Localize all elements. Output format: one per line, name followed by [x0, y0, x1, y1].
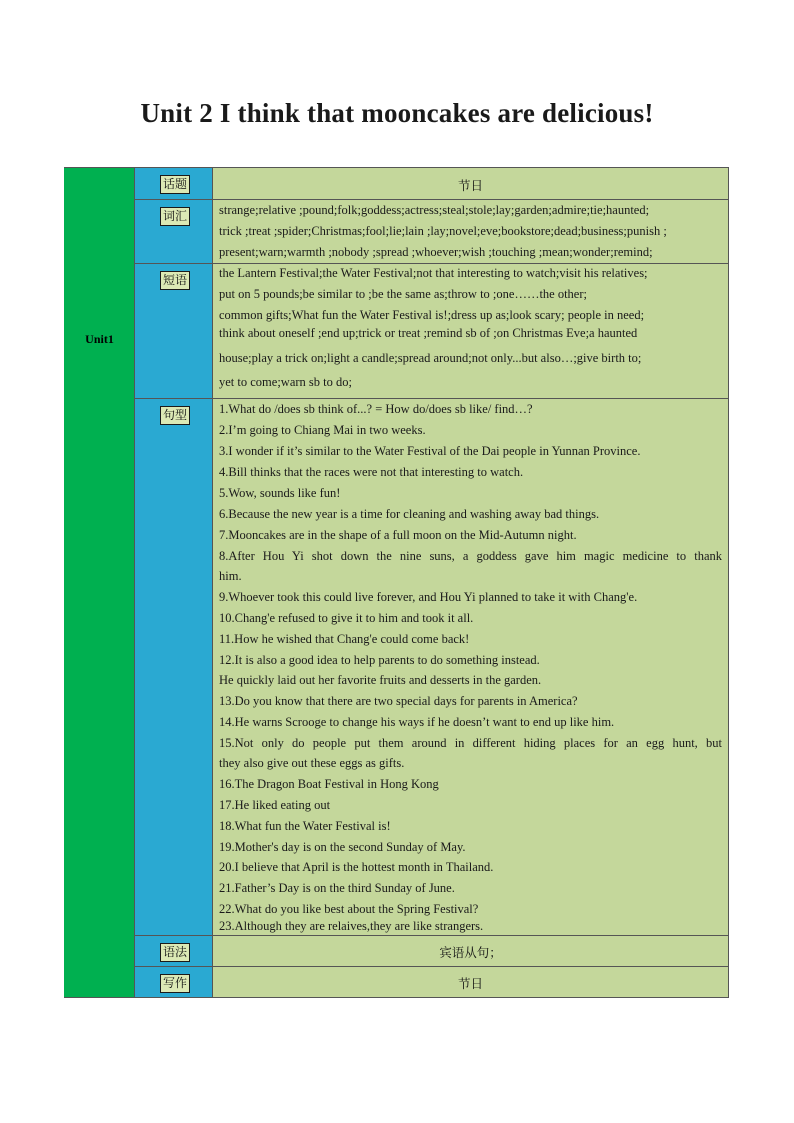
category-label-vocabulary: 词汇 — [160, 207, 190, 226]
row-writing — [135, 967, 728, 997]
category-cell — [135, 200, 213, 263]
sentence-line: him. — [219, 569, 242, 583]
content-cell — [213, 264, 728, 398]
sentence-line: 23.Although they are relaives,they are like strangers. — [219, 919, 484, 933]
row-phrases — [135, 264, 728, 399]
category-cell — [135, 967, 213, 997]
phrase-line: yet to come;warn sb to do; — [219, 375, 352, 389]
sentence-line: 18.What fun the Water Festival is! — [219, 819, 391, 833]
page-title: Unit 2 I think that mooncakes are delicious! — [140, 98, 654, 128]
category-cell — [135, 936, 213, 966]
grammar-content: 宾语从句； — [439, 945, 502, 960]
sentence-line: 12.It is also a good idea to help parents to do something instead. — [219, 653, 540, 667]
category-label-phrases: 短语 — [160, 271, 190, 290]
sentence-line: they also give out these eggs as gifts. — [219, 756, 405, 770]
sentence-line: 9.Whoever took this could live forever, and Hou Yi planned to take it with Chang'e. — [219, 590, 638, 604]
sentence-line: 5.Wow, sounds like fun! — [219, 486, 341, 500]
content-cell — [213, 168, 728, 199]
sentence-line: 15.Not only do people put them around in different hiding places for an egg hunt, but — [219, 736, 722, 750]
sentence-line: 13.Do you know that there are two special days for parents in America? — [219, 694, 578, 708]
sentence-line: 3.I wonder if it’s similar to the Water Festival of the Dai people in Yunnan Province. — [219, 444, 641, 458]
sentence-line: He quickly laid out her favorite fruits and desserts in the garden. — [219, 673, 542, 687]
vocab-line: strange;relative ;pound;folk;goddess;actress;steal;stole;lay;garden;admire;tie;haunted; — [219, 203, 650, 217]
category-label-sentence-patterns: 句型 — [160, 406, 190, 425]
sentence-line: 2.I’m going to Chiang Mai in two weeks. — [219, 423, 426, 437]
sentence-line: 21.Father’s Day is on the third Sunday of June. — [219, 881, 455, 895]
sentence-line: 6.Because the new year is a time for cleaning and washing away bad things. — [219, 507, 600, 521]
vocab-line: present;warn;warmth ;nobody ;spread ;whoever;wish ;touching ;mean;wonder;remind; — [219, 245, 653, 259]
category-cell — [135, 168, 213, 199]
summary-table — [64, 167, 729, 998]
category-label-topic: 话题 — [160, 175, 190, 194]
sentence-line: 22.What do you like best about the Spring Festival? — [219, 902, 479, 916]
sentence-line: 10.Chang'e refused to give it to him and took it all. — [219, 611, 474, 625]
sentence-line: 14.He warns Scrooge to change his ways if he doesn’t want to end up like him. — [219, 715, 615, 729]
row-sentence-patterns — [135, 399, 728, 936]
sentence-line: 17.He liked eating out — [219, 798, 331, 812]
row-topic — [135, 168, 728, 200]
content-cell — [213, 200, 728, 263]
content-cell — [213, 967, 728, 997]
sentence-line: 1.What do /does sb think of...? = How do/does sb like/ find…? — [219, 402, 533, 416]
sentence-line: 11.How he wished that Chang'e could come back! — [219, 632, 470, 646]
phrase-line: common gifts;What fun the Water Festival is!;dress up as;look scary; people in need; — [219, 308, 645, 322]
unit-column — [64, 168, 135, 997]
sentence-line: 19.Mother's day is on the second Sunday of May. — [219, 840, 466, 854]
sentence-line: 4.Bill thinks that the races were not that interesting to watch. — [219, 465, 524, 479]
phrase-line: house;play a trick on;light a candle;spread around;not only...but also…;give birth to; — [219, 351, 642, 365]
phrase-line: the Lantern Festival;the Water Festival;not that interesting to watch;visit his relatives; — [219, 266, 648, 280]
vocab-line: trick ;treat ;spider;Christmas;fool;lie;lain ;lay;novel;eve;bookstore;dead;business;punish ; — [219, 224, 667, 238]
sentence-line: 20.I believe that April is the hottest month in Thailand. — [219, 860, 494, 874]
sentence-line: 16.The Dragon Boat Festival in Hong Kong — [219, 777, 439, 791]
category-label-grammar: 语法 — [160, 943, 190, 962]
row-vocabulary — [135, 200, 728, 264]
content-cell — [213, 399, 728, 935]
row-grammar — [135, 936, 728, 967]
topic-content: 节日 — [457, 178, 483, 193]
sentence-line: 8.After Hou Yi shot down the nine suns, a goddess gave him magic medicine to thank — [219, 549, 722, 563]
sentence-line: 7.Mooncakes are in the shape of a full moon on the Mid-Autumn night. — [219, 528, 577, 542]
category-cell — [135, 399, 213, 935]
writing-content: 节日 — [457, 976, 483, 991]
phrase-line: put on 5 pounds;be similar to ;be the same as;throw to ;one……the other; — [219, 287, 587, 301]
category-cell — [135, 264, 213, 398]
content-cell — [213, 936, 728, 966]
category-label-writing: 写作 — [160, 974, 190, 993]
phrase-line: think about oneself ;end up;trick or treat ;remind sb of ;on Christmas Eve;a haunted — [219, 326, 638, 340]
unit-label: Unit1 — [85, 332, 114, 346]
